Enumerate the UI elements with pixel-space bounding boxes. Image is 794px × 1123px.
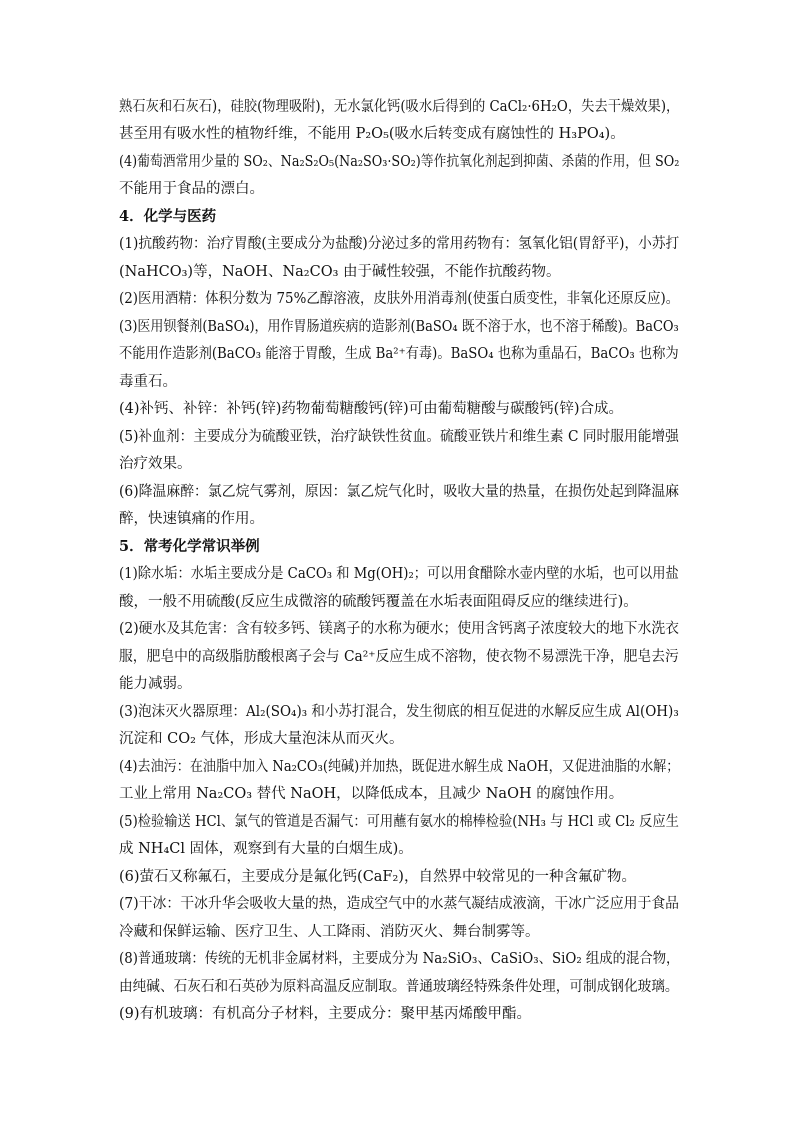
text-line: 工业上常用 Na₂CO₃ 替代 NaOH，以降低成本，且减少 NaOH 的腐蚀作用。 (119, 786, 624, 802)
text-line: (3)泡沫灭火器原理：Al₂(SO₄)₃ 和小苏打混合，发生彻底的相互促进的水解反应生成 Al(OH)₃ (119, 704, 679, 720)
text-line: 醉，快速镇痛的作用。 (119, 511, 264, 527)
section-heading-4: 4．化学与医药 (119, 208, 217, 225)
text-line: (7)干冰：干冰升华会吸收大量的热，造成空气中的水蒸气凝结成液滴，干冰广泛应用于食品 (119, 896, 680, 912)
text-line: 成 NH₄Cl 固体，观察到有大量的白烟生成)。 (119, 841, 413, 857)
text-line: (4)补钙、补锌：补钙(锌)药物葡萄糖酸钙(锌)可由葡萄糖酸与碳酸钙(锌)合成。 (119, 401, 623, 417)
text-line: (6)降温麻醉：氯乙烷气雾剂，原因：氯乙烷气化时，吸收大量的热量，在损伤处起到降温麻 (119, 484, 680, 500)
text-line: (2)医用酒精：体积分数为 75%乙醇溶液，皮肤外用消毒剂(使蛋白质变性，非氧化还原反应)。 (119, 291, 680, 307)
text-line: (NaHCO₃)等，NaOH、Na₂CO₃ 由于碱性较强，不能作抗酸药物。 (119, 264, 561, 280)
text-line: 治疗效果。 (119, 456, 192, 472)
text-line: 甚至用有吸水性的植物纤维，不能用 P₂O₅(吸水后转变成有腐蚀性的 H₃PO₄)。 (119, 126, 625, 142)
text-line: (4)葡萄酒常用少量的 SO₂、Na₂S₂O₅(Na₂SO₃·SO₂)等作抗氧化剂起到抑菌、杀菌的作用，但 SO₂ (119, 154, 680, 170)
text-line: (9)有机玻璃：有机高分子材料，主要成分：聚甲基丙烯酸甲酯。 (119, 1006, 532, 1022)
text-line: 酸，一般不用硫酸(反应生成微溶的硫酸钙覆盖在水垢表面阻碍反应的继续进行)。 (119, 594, 638, 610)
text-line: (8)普通玻璃：传统的无机非金属材料，主要成分为 Na₂SiO₃、CaSiO₃、SiO₂ 组成的混合物， (119, 951, 680, 967)
text-line: (3)医用钡餐剂(BaSO₄)，用作胃肠道疾病的造影剂(BaSO₄ 既不溶于水，也不溶于稀酸)。BaCO₃ (119, 319, 679, 335)
text-line: 不能用于食品的漂白。 (119, 181, 264, 197)
text-line: (6)萤石又称氟石，主要成分是氟化钙(CaF₂)，自然界中较常见的一种含氟矿物。 (119, 869, 636, 885)
text-line: (4)去油污：在油脂中加入 Na₂CO₃(纯碱)并加热，既促进水解生成 NaOH，又促进油脂的水解； (119, 759, 680, 775)
text-line: (2)硬水及其危害：含有较多钙、镁离子的水称为硬水；使用含钙离子浓度较大的地下水洗衣 (119, 621, 680, 637)
text-line: (1)除水垢：水垢主要成分是 CaCO₃ 和 Mg(OH)₂；可以用食醋除水壶内壁的水垢，也可以用盐 (119, 566, 679, 582)
section-heading-5: 5．常考化学常识举例 (119, 538, 260, 555)
text-line: (5)检验输送 HCl、氯气的管道是否漏气：可用蘸有氨水的棉棒检验(NH₃ 与 HCl 或 Cl₂ 反应生 (119, 814, 679, 830)
text-line: 沉淀和 CO₂ 气体，形成大量泡沫从而灭火。 (119, 731, 404, 747)
text-line: (5)补血剂：主要成分为硫酸亚铁，治疗缺铁性贫血。硫酸亚铁片和维生素 C 同时服用能增强 (119, 429, 679, 445)
text-line: 冷藏和保鲜运输、医疗卫生、人工降雨、消防灭火、舞台制雾等。 (119, 924, 540, 940)
text-line: (1)抗酸药物：治疗胃酸(主要成分为盐酸)分泌过多的常用药物有：氢氧化铝(胃舒平)，小苏打 (119, 236, 680, 252)
text-line: 能力减弱。 (119, 676, 192, 692)
text-line: 毒重石。 (119, 374, 177, 390)
text-line: 熟石灰和石灰石)，硅胶(物理吸附)，无水氯化钙(吸水后得到的 CaCl₂·6H₂O，失去干燥效果)， (119, 99, 680, 115)
text-line: 服，肥皂中的高级脂肪酸根离子会与 Ca²⁺反应生成不溶物，使衣物不易漂洗干净，肥皂去污 (119, 649, 679, 665)
text-line: 由纯碱、石灰石和石英砂为原料高温反应制取。普通玻璃经特殊条件处理，可制成钢化玻璃。 (119, 979, 679, 995)
text-line: 不能用作造影剂(BaCO₃ 能溶于胃酸，生成 Ba²⁺有毒)。BaSO₄ 也称为重晶石，BaCO₃ 也称为 (119, 346, 679, 362)
